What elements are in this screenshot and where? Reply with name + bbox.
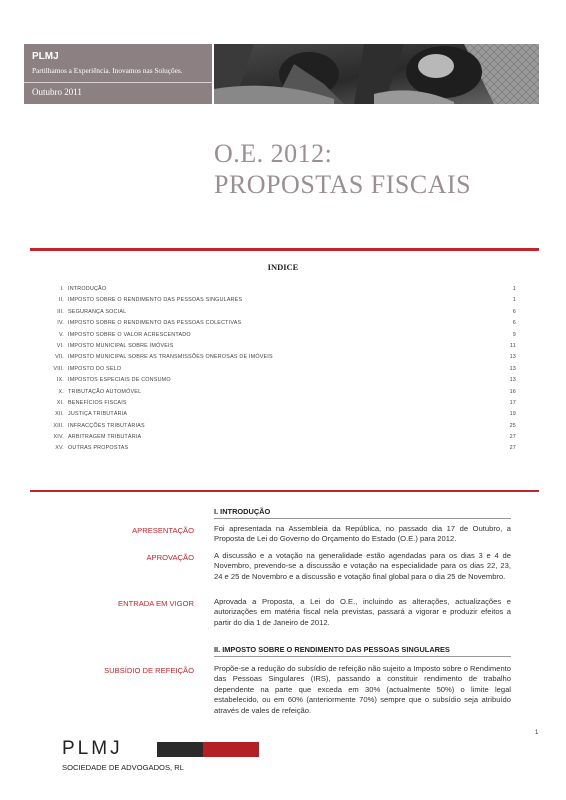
toc-entry[interactable] — [30, 330, 516, 341]
title-line-1: O.E. 2012: — [214, 139, 333, 168]
toc-entry-number: VIII. — [53, 365, 64, 372]
toc-entry-number: VII. — [55, 354, 64, 361]
toc-entry-page: 19 — [509, 411, 516, 418]
paragraph-subsidio-refeicao: Propõe-se a redução do subsídio de refeição não sujeito a Imposto sobre o Rendimento das Pessoas Singulares (IRS), passando a constituir rendimento de trabalho dependente na parte que exceda em 30% (actualmente 50%) o limite legal estabelecido, ou em 60% (anteriormente 70%) sempre que o subsídio seja atribuído através de vales de refeição. — [214, 664, 511, 715]
toc-entry[interactable] — [30, 307, 516, 318]
toc-entry-number: IV. — [57, 320, 64, 327]
toc-entry-page: 16 — [509, 388, 516, 395]
toc-entry[interactable] — [30, 318, 516, 329]
toc-entry-page: 13 — [509, 365, 516, 372]
header-photo — [214, 44, 539, 104]
toc-entry-label: IMPOSTO DO SELO — [68, 365, 122, 372]
toc-entry-page: 13 — [509, 377, 516, 384]
toc-entry-number: I. — [60, 286, 64, 292]
logo-bar-dark — [157, 742, 203, 757]
toc-entry-label: TRIBUTAÇÃO AUTOMÓVEL — [68, 388, 142, 395]
toc-entry[interactable] — [30, 352, 516, 363]
section-heading-introducao: I. INTRODUÇÃO — [214, 507, 271, 516]
sidebar-label-apresentacao: APRESENTAÇÃO — [132, 526, 194, 535]
toc-entry[interactable] — [30, 421, 516, 432]
toc-entry-label: INFRACÇÕES TRIBUTÁRIAS — [68, 422, 145, 429]
toc-entry-page: 6 — [512, 308, 516, 315]
toc-entry-label: IMPOSTO SOBRE O RENDIMENTO DAS PESSOAS COLECTIVAS — [68, 320, 242, 327]
toc-entry-page: 1 — [512, 286, 516, 292]
paragraph-entrada-em-vigor: Aprovada a Proposta, a Lei do O.E., incluindo as alterações, actualizações e autorizações em matéria fiscal nela previstas, passará a vigorar e produzir efeitos a partir do dia 1 de Janeiro de 2012. — [214, 597, 511, 627]
toc-entry-label: IMPOSTO MUNICIPAL SOBRE AS TRANSMISSÕES ONEROSAS DE IMÓVEIS — [68, 354, 273, 361]
toc-entry-page: 27 — [509, 434, 516, 441]
toc-entry-number: XII. — [55, 411, 64, 418]
toc-entry[interactable] — [30, 284, 516, 295]
brand-name: PLMJ — [32, 51, 59, 62]
toc-entry-page: 25 — [509, 422, 516, 429]
section-rule — [214, 656, 511, 657]
section-rule — [214, 518, 511, 519]
toc-entry-page: 17 — [509, 399, 516, 406]
sidebar-label-subsidio-refeicao: SUBSÍDIO DE REFEIÇÃO — [104, 666, 194, 675]
toc-entry-label: IMPOSTO MUNICIPAL SOBRE IMÓVEIS — [68, 342, 174, 349]
toc-entry[interactable] — [30, 443, 516, 454]
header-banner — [24, 44, 212, 104]
toc-entry-label: INTRODUÇÃO — [68, 286, 107, 292]
toc-entry[interactable] — [30, 341, 516, 352]
toc-entry[interactable] — [30, 409, 516, 420]
toc-entry-label: SEGURANÇA SOCIAL — [68, 308, 127, 315]
table-of-contents — [30, 284, 516, 455]
toc-entry-number: XIV. — [53, 434, 64, 441]
toc-entry-label: JUSTIÇA TRIBUTÁRIA — [68, 411, 128, 418]
toc-entry[interactable] — [30, 295, 516, 306]
toc-entry-label: IMPOSTO SOBRE O RENDIMENTO DAS PESSOAS SINGULARES — [68, 297, 243, 304]
logo-bar-red — [203, 742, 259, 757]
sidebar-label-aprovacao: APROVAÇÃO — [146, 553, 194, 562]
page-number: 1 — [535, 730, 539, 736]
toc-entry-number: XIII. — [53, 422, 64, 429]
header-divider — [24, 82, 212, 83]
toc-entry-number: V. — [59, 331, 64, 338]
sidebar-label-entrada-em-vigor: ENTRADA EM VIGOR — [118, 599, 194, 608]
toc-entry[interactable] — [30, 387, 516, 398]
toc-entry-number: IX. — [56, 377, 64, 384]
toc-entry-label: IMPOSTOS ESPECIAIS DE CONSUMO — [68, 377, 171, 384]
index-heading: INDICE — [267, 262, 299, 272]
brand-tagline: Partilhamos a Experiência. Inovamos nas Soluções. — [32, 66, 183, 75]
toc-entry-page: 11 — [510, 342, 516, 349]
toc-entry-number: VI. — [56, 342, 64, 349]
document-title — [214, 138, 471, 200]
paragraph-aprovacao: A discussão e a votação na generalidade estão agendadas para os dias 3 e 4 de Novembro, prevendo-se a discussão e votação na especialidade para os dias 22, 23, 24 e 25 de Novembro e a discussão e votação final global para o dia 25 de Novembro. — [214, 551, 511, 581]
logo-wordmark: PLMJ — [62, 738, 123, 759]
toc-entry[interactable] — [30, 432, 516, 443]
toc-entry-page: 9 — [512, 331, 516, 338]
title-divider — [30, 248, 539, 251]
toc-entry-page: 27 — [509, 445, 516, 452]
toc-entry-page: 13 — [509, 354, 516, 361]
toc-entry-label: ARBITRAGEM TRIBUTÁRIA — [68, 434, 142, 441]
publication-date: Outubro 2011 — [32, 87, 82, 97]
toc-entry-number: XI. — [56, 399, 64, 406]
section-heading-irs: II. IMPOSTO SOBRE O RENDIMENTO DAS PESSOAS SINGULARES — [214, 645, 450, 654]
toc-entry-number: X. — [58, 388, 64, 395]
toc-entry-page: 6 — [512, 320, 516, 327]
toc-entry-label: IMPOSTO SOBRE O VALOR ACRESCENTADO — [68, 331, 191, 338]
toc-entry-label: BENEFÍCIOS FISCAIS — [68, 399, 127, 406]
toc-entry-page: 1 — [512, 297, 516, 304]
title-line-2: PROPOSTAS FISCAIS — [214, 170, 472, 199]
toc-entry[interactable] — [30, 375, 516, 386]
paragraph-apresentacao: Foi apresentada na Assembleia da República, no passado dia 17 de Outubro, a Proposta de Lei do Governo do Orçamento do Estado (O.E.) para 2012. — [214, 524, 511, 544]
logo-subtitle: SOCIEDADE DE ADVOGADOS, RL — [62, 763, 184, 772]
toc-entry-number: III. — [57, 308, 64, 315]
index-divider — [30, 490, 539, 492]
toc-entry-label: OUTRAS PROPOSTAS — [68, 445, 129, 452]
toc-entry-number: XV. — [55, 445, 64, 452]
toc-entry[interactable] — [30, 364, 516, 375]
toc-entry[interactable] — [30, 398, 516, 409]
toc-entry-number: II. — [58, 297, 64, 304]
